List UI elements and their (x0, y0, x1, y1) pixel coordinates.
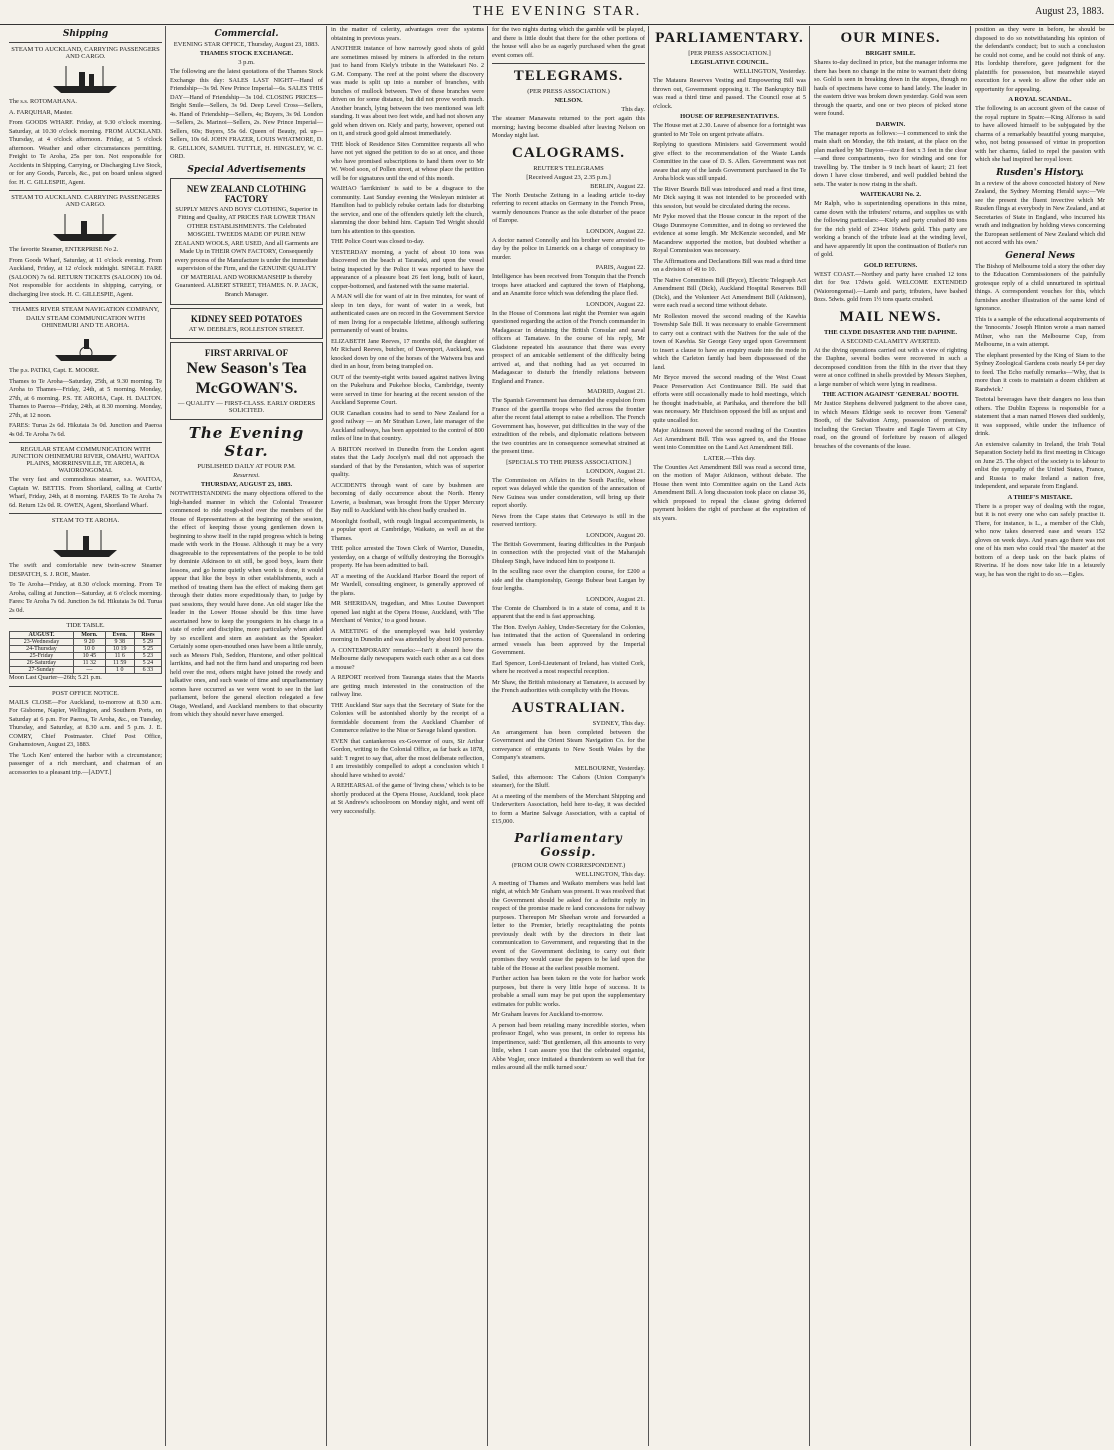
received-note: [Received August 23, 2.35 p.m.] (526, 173, 611, 181)
news-paragraph: Mr Shaw, the British missionary at Tamatave, is accused by the French authorities with complicity with the Hovas. (492, 678, 645, 694)
news-paragraph: THE police arrested the Town Clerk of Warrior, Dunedin, yesterday, on a charge of wilfully destroying the Borough's property. He has been admitted to bail. (331, 545, 484, 569)
subheading: HOUSE OF REPRESENTATIVES. (680, 113, 779, 120)
general-news-heading: General News (1005, 250, 1075, 261)
news-paragraph: Further action has been taken re the vote for harbor work purposes, but there is very little hope of success. It is probable a small sum may be put upon the supplementary estimates for public works. (492, 975, 645, 1008)
ad-title: REGULAR STEAM COMMUNICATION WITH JUNCTION OHINEMURI RIVER, OMAHU, WAITOA PLAINS, MORRINSVILLE, TE AROHA, & WAIORONGOMAI. (11, 446, 160, 474)
ad-title: THAMES RIVER STEAM NAVIGATION COMPANY, (11, 306, 160, 313)
tide-header: Even. (105, 632, 134, 639)
news-paragraph: A person had been retailing many incredible stories, when professor Engel, who was present, in order to repress his impertinence, said: 'But gentlemen, all this amounts to very little, when I can assure you that the celebrated organist, Abbe Vogler, once imitated a thunderstorm so well that for miles around all the milk turned sour.' (492, 1021, 645, 1071)
table-row (10, 660, 162, 667)
news-paragraph: The manager reports as follows:—I commenced to sink the main shaft on Monday, the 6th instant, at the place on the plan marked by Mr Dayton—size 8 feet x 3 feet in the clear—and three compartments, two for winding and one for travelling by. The timber is 9 inch heart of kauri; 21 feet down I have close timbered, and well puddled behind the sets. The water is now rising in the shaft. (814, 129, 967, 188)
section-source: [PER PRESS ASSOCIATION.] (688, 50, 771, 57)
news-paragraph: The Comte de Chambord is in a state of coma, and it is apparent that the end is fast approaching. (492, 604, 645, 620)
dateline: SYDNEY, This day. (592, 719, 645, 727)
tide-title: TIDE TABLE. (66, 622, 105, 629)
news-paragraph: The Affirmations and Declarations Bill was read a third time on a division of 49 to 10. (653, 257, 806, 273)
table-row (10, 639, 162, 646)
editorial-dateline: THURSDAY, AUGUST 23, 1883. (200, 481, 293, 488)
news-paragraph: WAIHAO 'larrikinism' is said to be a disgrace to the community. Last Sunday evening the Wesleyan minister at Hamilton had to publicly rebuke certain lads for disturbing the service, and one of the offenders quietly left the church, slamming the door behind him. Captain Ted Wright should turn his attention to this question. (331, 185, 484, 235)
column-commercial (167, 26, 327, 1446)
news-paragraph: Mr Pyke moved that the House concur in the report of the Otago Dunmoyne Committee, and in doing so reviewed the evidence at some length. Mr McKenzie seconded, and Mr Macandrew supported the motion, but doubted whether a Royal Commission was necessary. (653, 213, 806, 254)
ship-name: The s.s. ROTOMAHANA. (9, 98, 77, 105)
exchange-time: 3 p.m. (238, 59, 255, 66)
tide-cell: 9 20 (73, 639, 105, 646)
news-paragraph: Moonlight football, with rough lingual accompaniments, is a popular sport at Cambridge, Waikato, as well as at the Thames. (331, 517, 484, 542)
ship-name: The swift and comfortable new twin-screw Steamer DESPATCH, S. J. ROE, Master. (9, 562, 162, 578)
dateline: NELSON. (554, 97, 583, 104)
subheading: DARWIN. (875, 120, 906, 128)
steamship-icon (51, 210, 121, 244)
ad-body: — QUALITY — FIRST-CLASS. EARLY ORDERS SOLICITED. (177, 400, 316, 414)
news-paragraph: This is a sample of the educational acquirements of the 'Innocents.' Joseph Hinton wrote a man named Milner, who ran the Melbourne Cup, from Melbourne, in a vain attempt. (975, 315, 1105, 348)
news-paragraph: WEST COAST.—Northey and party have crushed 12 tons dirt for 9oz 17dwts gold. WELCOME EXTENDED (Waiorongomai).—Lamb and party, tributers, have bashed 8ozs. 5dwts. gold from 1½ tons quartz crushed. (814, 270, 967, 303)
section-source: (PER PRESS ASSOCIATION.) (527, 88, 610, 95)
news-paragraph: The following is an account given of the cause of the royal rupture in Spain:—King Alfonso is said to have allowed himself to be subjugated by the charms of a remarkably beautiful young marquise, who, not being possessed of virtue in proportion with her charms, failed to repel the passion with which she had inspired her royal lover. (975, 105, 1105, 163)
publication-note: PUBLISHED DAILY AT FOUR P.M. (197, 463, 296, 470)
news-paragraph: The Native Committees Bill (Bryce), Electric Telegraph Act Amendment Bill (Dick), Auckland Hospital Reserves Bill (Dick), and the Volunteer Act Amendment Bill (Atkinson), were each read a second time without debate. (653, 276, 806, 309)
news-paragraph: In the sculling race over the champion course, for £200 a side and the championship, George Bubear beat Largan by four lengths. (492, 568, 645, 592)
tide-header: Morn. (73, 632, 105, 639)
tide-cell: 5 29 (134, 639, 161, 646)
news-paragraph: At a meeting of the members of the Merchant Shipping and Underwriters Association, held here to-day, it was decided to form a Marine Salvage Association, with a capital of £15,000. (492, 792, 645, 825)
subheading: LEGISLATIVE COUNCIL. (690, 59, 769, 66)
motto: Resurrexi. (233, 472, 260, 479)
rusden-heading: Rusden's History. (996, 167, 1084, 178)
calograms-heading: CALOGRAMS. (512, 144, 625, 161)
tide-cell: 5 25 (134, 646, 161, 653)
moon-note: Moon Last Quarter—26th; 5.21 p.m. (9, 674, 102, 681)
column-shipping (6, 26, 166, 1446)
dateline: MELBOURNE, Yesterday. (574, 764, 645, 772)
column-mines (811, 26, 971, 1446)
tide-cell: 11 6 (105, 653, 134, 660)
ad-body: Thames to Te Aroha—Saturday, 25th, at 9.30 morning. Te Aroha to Thames—Friday, 24th, at 5 morning. Monday, 27th, at 6 morning. P.S. TE AROHA, Capt. H. DALTON. Thames to Paeroa—Friday, 24th, at 8.30 morning. Monday, 27th, at 12 noon. (9, 377, 162, 419)
tide-cell: 11 59 (105, 660, 134, 667)
divider (9, 618, 162, 619)
tide-cell: 5 24 (134, 660, 161, 667)
news-paragraph: OUT of the twenty-eight writs issued against natives living on the Pukehura and Pukehoe blocks, Cambridge, twenty were served in time for hearing at the recent session of the Auckland Supreme Court. (331, 373, 484, 406)
news-paragraph: in the matter of celerity, advantages over the systems obtaining in previous years. (331, 26, 484, 42)
table-row (10, 646, 162, 653)
news-paragraph: position as they were in before, he should be disposed to do so notwithstanding his opinion of the defendant's conduct; but to such a conclusion he could not come, and he could not think of any. His lordship therefore, gave judgment for the plaintiffs for possession, but meanwhile stayed execution for a week to allow the other side an opportunity for appealing. (975, 26, 1105, 93)
dateline: PARIS, August 22. (595, 264, 645, 271)
dateline: BERLIN, August 22. (590, 182, 645, 190)
column-parliamentary (650, 26, 810, 1446)
news-paragraph: There is a proper way of dealing with the rogue, but it is not every one who can safely practise it. There, for instance, is L., a member of the Club, who now takes deserved ease and wears 152 gloves on week days. And years ago there was not one of his men who could rival 'the master' at the bottom of a deep task on the back plains of Riverina. If he does now take life in a leisurely way, he has won the right to do so.—Egles. (975, 502, 1105, 578)
news-paragraph: Earl Spencer, Lord-Lieutenant of Ireland, has visited Cork, where he received a most respectful reception. (492, 659, 645, 675)
news-paragraph: A REHEARSAL of the game of 'living chess,' which is to be shortly produced at the Opera House, Auckland, took place at St Andrew's schoolroom on Monday night, and went off very successfully. (331, 782, 484, 815)
subheading: WAITEKAURI No. 2. (859, 191, 922, 198)
parliamentary-heading: PARLIAMENTARY. (655, 30, 804, 46)
tide-cell: 5 23 (134, 653, 161, 660)
subheading: THE ACTION AGAINST 'GENERAL' BOOTH. (822, 391, 959, 398)
masthead (0, 0, 1114, 25)
dateline: LONDON, August 21. (586, 467, 645, 475)
news-paragraph: Teetotal beverages have their dangers no less than others. The Dublin Express is responsible for a statement that a man named Howes died suddenly, it was supposed, while under the influence of drink. (975, 396, 1105, 437)
news-paragraph: AT a meeting of the Auckland Harbor Board the report of Mr Wardell, consulting engineer, is generally approved of the plans. (331, 572, 484, 597)
news-paragraph: ACCIDENTS through want of care by bushmen are becoming of daily occurrence about the North. Henry Lowrie, a bushman, was brought from the Upper Mercury Bay mill to Auckland with his chest badly crushed in. (331, 481, 484, 514)
news-paragraph: In the House of Commons last night the Premier was again questioned regarding the action of the French commander in Madagascar in detaining the British Consular and naval officers at Tamatave. In the course of his reply, Mr Gladstone repeated his assurance that there was every prospect of an amicable settlement of the difficulty being arrived at, and that nothing had as yet occurred in Madagascar to disturb the friendly relations between England and France. (492, 309, 645, 385)
news-paragraph: Intelligence has been received from Tonquin that the French troops have attacked and captured the town of Haiphong, and an Anamite force which was defending the place fled. (492, 273, 645, 297)
ad-body: AT W. DEEBLE'S, ROLLESTON STREET. (188, 326, 305, 333)
divider (9, 513, 162, 514)
divider (9, 686, 162, 687)
news-paragraph: A REPORT received from Tauranga states that the Maoris are getting much interested in the construction of the railway line. (331, 674, 484, 698)
tea-ad (170, 342, 323, 420)
news-paragraph: YESTERDAY morning, a yacht of about 10 tons was discovered on the beach at Taranaki, and upon the vessel being inspected by the Police it was reported to have the appearance of a pleasure boat 26 feet long, built of kauri, copper-bottomed, and fastened with the same material. (331, 248, 484, 290)
news-paragraph: ELIZABETH Jane Reeves, 17 months old, the daughter of Mr Richard Reeves, butcher, of Davenport, Auckland, was knocked down by one of the horses of the Waiwera bus and died in an hour, from being trampled on. (331, 337, 484, 370)
column-local-news (328, 26, 488, 1446)
news-paragraph: OUR Canadian cousins had to send to New Zealand for a good railway — an Mr Strathan Lowe, late manager of the Auckland railways, has been appointed to the control of 800 miles of line in that country. (331, 409, 484, 442)
subheading: GOLD RETURNS. (863, 261, 918, 269)
stock-quotations: The following are the latest quotations of the Thames Stock Exchange this day: SALES LAST NIGHT—Hand of Friendship—3s 9d. New Prince Imperial—6s. SALES THIS DAY—Hand of Friendship—3s 10d. CLOSING PRICES—Bright Smile—Sellers, 3s 9d. Deep Level Cross—Sellers, 4s. Hand of Friendship—Sellers, 4s; Buyers, 3s 9d. London—Sellers, 2s. Marinoi—Sellers, 2s. New Prince Imperial—Sellers, 60s; Buyers, 55s 6d. Queen of Beauty, pd. up—Sellers, 10s 6d. JOHN FRAZER, LOUIS WHATMORE, D. R. GELLION, SAMUEL TUTTLE, H. HINGSLEY, W. C. ORD. (170, 68, 323, 160)
dateline: LONDON, August 21. (586, 595, 645, 603)
telegrams-heading: TELEGRAMS. (513, 68, 624, 84)
news-paragraph: EVEN that cantankerous ex-Governor of ours, Sir Arthur Gordon, writing to the Colonial Office, as far back as 1878, said: 'I regret to say that, after the most deliberate reflection, I am irresistibly compelled to adopt a conclusion which I should have wished to avoid.' (331, 737, 484, 779)
tide-cell: 10 19 (105, 646, 134, 653)
ad-body: From Goods Wharf, Saturday, at 11 o'clock evening. From Auckland, Friday, at 12 o'clock midnight. SINGLE FARE (SALOON) 7s 6d. RETURN TICKETS (SALOON) 10s 0d. Not responsible for accidents in shipping, carrying, or discharging live stock. H. C. GILLESPIE, Agent. (9, 256, 162, 298)
news-paragraph: The Commission on Affairs in the South Pacific, whose report was delayed while the question of the annexation of New Guinea was under consideration, will bring up their report shortly. (492, 476, 645, 509)
tide-cell: — (73, 667, 105, 674)
news-paragraph: ANOTHER instance of how narrowly good shots of gold are sometimes missed by miners is afforded in the return just to hand from Kiely's tribute in the Waitekauri No. 2 G.M. Company. The reef at the point where the discovery was made is split up into a number of branches, with bunches of mullock between. Two of these branches were driven on for some distance, but did not prove worth much. Another branch, lying between the two mentioned was left standing. It was about two feet wide, and had not shown any gold when driven on. Kiely and party, however, opened out on it, and struck good gold almost immediately. (331, 45, 484, 137)
tide-header: AUGUST. (10, 632, 74, 639)
divider (9, 42, 162, 43)
news-paragraph: MR SHERIDAN, tragedian, and Miss Louise Davenport opened last night at the Opera House, Auckland, with 'The Merchant of Venice,' to a good house. (331, 600, 484, 624)
news-paragraph: Mr Justice Stephens delivered judgment to the above case, in which Messrs Eldrige seek to recover from 'General' Booth, of the Salvation Army, possession of premises, including the Grecian Theatre and Eagle Tavern at City road, on the ground of forfeiture by reason of alleged breaches of the covenants of the lease. (814, 400, 967, 450)
news-paragraph: An arrangement has been completed between the Government and the Orient Steam Navigation Co. for the conveyance of emigrants to New South Wales by the Company's steamers. (492, 728, 645, 761)
footer-ad: The 'Loch Ken' entered the harbor with a circumstance; passenger of a rich merchant, and chairman of an accessories to a pleasant trip.—[ADVT.] (9, 751, 162, 776)
ad-headline: FIRST ARRIVAL OF (204, 348, 289, 358)
ad-headline: KIDNEY SEED POTATOES (190, 314, 303, 324)
news-paragraph: Mr Bryce moved the second reading of the West Coast Peace Preservation Act Continuance Bill. He said that efforts were still occasionally made to hold meetings, which he thought inadvisable, at Parihaka, and therefore the bill was necessary. Mr Hutchison opposed the bill as unjust and quite uncalled for. (653, 374, 806, 424)
tide-cell: 23-Wednesday (10, 639, 74, 646)
subheading: A THIEF'S MISTAKE. (1007, 493, 1073, 501)
news-paragraph: The British Government, fearing difficulties in the Punjaub in connection with the projected visit of the Maharajah Dhuleep Singh, have induced him to postpone it. (492, 540, 645, 565)
news-paragraph: The elephant presented by the King of Siam to the Sydney Zoological Gardens costs nearly £4 per day to feed. The Echo ruefully remarks—'Why, that is more than it costs to maintain a dozen children at Randwick.' (975, 351, 1105, 393)
ad-subtitle: DAILY STEAM COMMUNICATION WITH OHINEMURI AND TE AROHA. (25, 315, 146, 329)
tide-cell: 10 0 (73, 646, 105, 653)
commercial-heading: Commercial. (214, 29, 279, 39)
news-paragraph: The River Boards Bill was introduced and read a first time, Mr Dick saying it was not intended to be proceeded with this session, but would be circulated during the recess. (653, 185, 806, 210)
news-paragraph: The Hon. Evelyn Ashley, Under-Secretary for the Colonies, has intimated that the action of Queensland in ordering armed vessels has been approved by the Imperial Government. (492, 623, 645, 656)
dateline: WELLINGTON, This day. (575, 870, 645, 878)
specials-note: [SPECIALS TO THE PRESS ASSOCIATION.] (506, 458, 631, 466)
mines-heading: OUR MINES. (840, 30, 941, 46)
tide-table (9, 631, 162, 674)
dateline: LONDON, August 22. (586, 227, 645, 235)
subheading: THE CLYDE DISASTER AND THE DAPHNE. (824, 328, 957, 336)
dateline: LATER.—This day. (703, 454, 756, 462)
tide-cell: 9 38 (105, 639, 134, 646)
news-paragraph: The North Deutsche Zeitung in a leading article to-day referring to recent attacks on Germany in the French Press, warmly denounces France as the sole disturber of the peace of Europe. (492, 191, 645, 224)
section-source: REUTER'S TELEGRAMS (533, 164, 604, 172)
news-paragraph: The Counties Act Amendment Bill was read a second time, on the motion of Major Atkinson, without debate. The House then went into Committee again on the Land Acts Amendment Bill. A long discussion took place on clause 36, which proposed to repeal the clause giving deferred payment holders the right of purchase at the expiration of six years. (653, 463, 806, 522)
newspaper-title: THE EVENING STAR. (472, 4, 642, 19)
news-paragraph: A CONTEMPORARY remarks:—Isn't it absurd how the Melbourne daily newspapers watch each other as a cat does a mouse? (331, 646, 484, 671)
divider (492, 63, 645, 64)
news-paragraph: for the two nights during which the gamble will be played, and there is little doubt that there for the other portions of the house will also be as eagerly purchased when the great event comes off. (492, 26, 645, 59)
tide-cell: 1 0 (105, 667, 134, 674)
mail-news-heading: MAIL NEWS. (839, 308, 942, 325)
column-general-news (972, 26, 1108, 1446)
subheading: A SECOND CALAMITY AVERTED. (840, 337, 941, 345)
tide-cell: 26-Saturday (10, 660, 74, 667)
gossip-heading: Parliamentary Gossip. (514, 830, 623, 859)
news-paragraph: The House met at 2.30. Leave of absence for a fortnight was granted to Mr Tole on urgent private affairs. (653, 122, 806, 138)
news-paragraph: A BRITON received in Dunedin from the London agent states that the Lady Jocelyn's mail did not approach the standard of that by the Fenstanton, which was of superior quality. (331, 445, 484, 478)
tide-cell: 27-Sunday (10, 667, 74, 674)
news-paragraph: The Bishop of Melbourne told a story the other day to the Education Commissioners of the painfully grotesque reply of a child unnurtured in spiritual things. A correspondent vouches for this, which furnishes another illustration of the same kind of ignorance. (975, 262, 1105, 312)
section-source: (FROM OUR OWN CORRESPONDENT.) (511, 861, 626, 869)
news-paragraph: A doctor named Connolly and his brother were arrested to-day by the police in Limerick on a charge of conspiracy to murder. (492, 236, 645, 261)
divider (9, 302, 162, 303)
special-ads-heading: Special Advertisements (187, 164, 306, 175)
tide-header: Rises (134, 632, 161, 639)
tide-cell: 25-Friday (10, 653, 74, 660)
ad-title: STEAM TO AUCKLAND. CARRYING PASSENGERS AND CARGO. (11, 194, 160, 208)
editorial-body: NOTWITHSTANDING the many objections offered to the high-handed manner in which the Colonial Treasurer commenced to ride rough-shod over the members of the House of Representatives at the beginning of the session, the effect of keeping those young gentlemen down is beginning to show itself in the rapid progress which is being made with work in the House. Although it may be a very disagreeable to the representatives of the people to be told by dominie Atkinson to sit still, be good boys, learn their lessons, and go home quietly when work is done, it would appear that like the boys in other establishments, such a method of treating them has the effect of making them get through their duties more expeditiously than, to judge by past sessions, they would have done. An old stager like the leader in the Lower House should be this time have ascertained how to keep the youngsters in his charge in a state of order and discipline, more particularly when aided by so excellent and stern an assistant as the Speaker. Certainly some open-mouthed ones have been a little unruly, such as Messrs Fish, Seddon, Hurstone, and other political larrikins, and had not the firm hand and unsparing rod been held over the rest, others might have joined the rowdy and talkative ones, and such waste of time and unparliamentary scenes have occurred as we were wont to see in the last parliament, before the general election relegated a few Otago, Westland, and Auckland members to that obscurity from which they should never have emerged. (170, 490, 323, 718)
issue-date: August 23, 1883. (1035, 6, 1104, 17)
ad-advertiser: McGOWAN'S. (195, 380, 298, 397)
subheading: A ROYAL SCANDAL. (1008, 96, 1072, 103)
columns (6, 26, 1108, 1446)
news-paragraph: Mr Rolleston moved the second reading of the Kawhia Township Sale Bill. It was necessary to enable Government to carry out a contract with the Natives for the sale of the town of Kawhia. Sir George Grey urged upon Government to insert a clause to have an enquiry made into the mode in which the Carleton family had been dispossessed of the land. (653, 312, 806, 371)
ad-headline-tea: New Season's Tea (186, 360, 307, 377)
news-paragraph: Mr Ralph, who is superintending operations in this mine, came down with the tributers' returns, and supplies us with the following particulars:—Kiely and party crushed 80 tons for the rich yield of 234oz 16dwts gold. This party are working a branch of the tribute lead at the winding level, and have apparently lit upon the continuation of Butler's run of gold. (814, 200, 967, 258)
tide-cell: 11 32 (73, 660, 105, 667)
dateline: This day. (621, 106, 645, 113)
news-paragraph: THE Police Court was closed to-day. (331, 238, 425, 245)
column-telegrams (489, 26, 649, 1446)
potatoes-ad (170, 308, 323, 339)
news-paragraph: In a review of the above concocted history of New Zealand, the Sydney Morning Herald says:—'We see the present the fluent invective which Mr Rusden flings at everybody in New Zealand, and at Secretaries of State in England, who incurred his wrath and indignation by holding views concerning the European settlement of New Zealand which did not accord with his own.' (975, 179, 1105, 246)
table-row (10, 653, 162, 660)
dateline: WELLINGTON, Yesterday. (733, 68, 806, 75)
dateline: LONDON, August 22. (586, 300, 645, 308)
dateline: LONDON, August 20. (586, 531, 645, 539)
exchange-heading: THAMES STOCK EXCHANGE. (199, 50, 294, 57)
news-paragraph: The Mataura Reserves Vesting and Empowering Bill was thrown out, Government opposing it. The Bankruptcy Bill was read a third time and passed. The Council rose at 5 o'clock. (653, 77, 806, 110)
fares: FARES: Turua 2s 6d. Hikutaia 3s 0d. Junction and Paeroa 4s 0d. Te Aroha 7s 6d. (9, 422, 162, 438)
editorial-masthead: The Evening Star. (188, 424, 305, 460)
news-paragraph: News from the Cape states that Cetewayo is still in the reserved territory. (492, 512, 645, 528)
tide-cell: 6 33 (134, 667, 161, 674)
ad-title: STEAM TO AUCKLAND, CARRYING PASSENGERS AND CARGO. (11, 46, 160, 60)
news-paragraph: The steamer Manawatu returned to the port again this morning; having become disabled after leaving Nelson on Monday night last. (492, 115, 645, 139)
divider (9, 442, 162, 443)
ship-name: The p.s. PATIKI, Capt. E. MOORE. (9, 367, 100, 374)
australian-heading: AUSTRALIAN. (511, 699, 626, 716)
paddle-steamer-icon (51, 331, 121, 365)
news-paragraph: Major Atkinson moved the second reading of the Counties Act Amendment Bill. This was agreed to, and the House went into Committee on the Land Act Amendment Bill. (653, 427, 806, 451)
post-office-body: MAILS CLOSE—For Auckland, to-morrow at 8.30 a.m. For Gisborne, Napier, Wellington, and Southern Ports, on Saturday at 6 p.m. For Paeroa, Te Aroha, &c., on Tuesday, Thursday, and Saturday, at 8.30 a.m. and 5 p.m. J. E. COMRY, Chief Postmaster. Chief Post Office, Grahamstown, August 23, 1883. (9, 698, 162, 748)
news-paragraph: THE Auckland Star says that the Secretary of State for the Colonies will be astonished shortly by the receipt of a formidable document from the Auckland Chamber of Commerce relative to the Niue or Savage Island question. (331, 701, 484, 734)
steamship-icon (51, 62, 121, 96)
ad-body: The very fast and commodious steamer, s.s. WAITOA, Captain W. BETTIS. From Shortland, calling at Curtis' Wharf, Friday, 24th, at 8 morning. FARES To Te Aroha 7s 6d. Return 12s 0d. R. OWEN, Agent, Shortland Wharf. (9, 476, 162, 509)
news-paragraph: At the diving operations carried out with a view of righting the Daphne, several bodies were recovered in such a decomposed condition from the filth in the river that they were at once coffined in shells provided by Messrs Stephen, a large number of which were lying in readiness. (814, 346, 967, 388)
news-paragraph: Sailed, this afternoon: The Cahors (Union Company's steamer), for the Bluff. (492, 773, 645, 789)
news-paragraph: Replying to questions Ministers said Government would give effect to the recommendation of the Waste Lands Committee in the case of D. S. Allen. Government was not aware that any of the lands Government purchased in the Te Aroha block was still unpaid. (653, 141, 806, 182)
ad-body: To Te Aroha—Friday, at 8.30 o'clock morning. From Te Aroha, calling at Junction—Saturday, at 6 o'clock morning. Fares: Te Aroha 7s 6d. Junction 3s 6d. Hikutaia 3s 0d. Turua 2s 0d. (9, 581, 162, 614)
tide-cell: 10 45 (73, 653, 105, 660)
news-paragraph: Shares to-day declined in price, but the manager informs me there has been no change in the mine to warrant their doing so. Gold is seen in breaking down in the stopes, though no hauls of specimens have come to hand lately. The leader in the eastern drive was broken down yesterday. Gold was seen through the quartz, and one or two pieces of picked stone were found. (814, 59, 967, 117)
news-paragraph: A meeting of Thames and Waikato members was held last night, at which Mr Graham was present. It was resolved that the Government should be asked for a definite reply in respect of the promise made re land concessions for railway purposes. Thereupon Mr Sheehan wrote and forwarded a letter to the Premier, briefly recapitulating the points previously dealt with by the directors in their last communication to Government, and requesting that in the event of the Government declining to carry out their promises they would cause the papers to be laid upon the table of the House at the earliest possible moment. (492, 879, 645, 972)
news-paragraph: The Spanish Government has demanded the expulsion from France of the guerilla troops who fled across the frontier after the recent fatal attempt to raise a rebellion. The French Government has, however, put difficulties in the way of the extradition of the rebels, and diplomatic relations between the two countries are in consequence somewhat strained at the present time. (492, 397, 645, 455)
post-office-title: POST OFFICE NOTICE. (52, 689, 119, 697)
clothing-factory-ad (170, 178, 323, 306)
news-paragraph: An extensive calamity in Ireland, the Irish Total Separation Society held its first meeting in Chicago on June 25. The object of the society is to labour to enlist the sympathy of the United States, France, and Russia to make Ireland a nation free, independent, and separate from England. (975, 440, 1105, 490)
ad-body: SUPPLY MEN'S AND BOYS' CLOTHING, Superior in Fitting and Quality, AT PRICES FAR LOWER THAN OTHER ESTABLISHMENTS. The Celebrated MOSGIEL TWEEDS MADE OF PURE NEW ZEALAND WOOLS, ARE USED, And all Garments are Made Up in THEIR OWN FACTORY, Consequently every process of the Manufacture is under the immediate supervision of the Firm, and the GENUINE QUALITY OF MATERIAL AND WORKMANSHIP Is thereby Guaranteed. ALBERT STREET, THAMES. N. P. JACK, Branch Manager. (174, 205, 319, 298)
steamship-icon (51, 526, 121, 560)
ad-title: STEAM TO TE AROHA. (51, 517, 120, 524)
news-paragraph: A MEETING of the unemployed was held yesterday morning in Dunedin and was attended by about 100 persons. (331, 627, 484, 643)
divider (9, 190, 162, 191)
ship-name: The favorite Steamer, ENTERPRISE No 2. (9, 246, 119, 253)
dateline: MADRID, August 21. (587, 388, 645, 395)
news-paragraph: THE block of Residence Sites Committee requests all who have not yet signed the petition to do so at once, and those who have promised subscriptions to hand them over to Mr W. Wood soon, of Pollen street, at whose place the petition will be for signatures until the end of this month. (331, 140, 484, 182)
shipping-heading: Shipping (62, 29, 109, 39)
table-row (10, 667, 162, 674)
ship-master: A. FARQUHAR, Master. (9, 108, 73, 116)
subheading: BRIGHT SMILE. (865, 50, 916, 57)
news-paragraph: Mr Graham leaves for Auckland to-morrow. (492, 1011, 604, 1018)
ad-headline: NEW ZEALAND CLOTHING FACTORY (186, 183, 307, 204)
ad-body: From GOODS WHARF. Friday, at 9.30 o'clock morning. Saturday, at 10.30 o'clock morning. FROM AUCKLAND. Thursday, at 4 o'clock afternoon. Friday, at 5 o'clock afternoon. Weather and other circumstances permitting. Freight to Te Aroha, 25s per ton. Not responsible for Accidents in Shipping, Carrying, or Discharging Live Stock, or for any Goods, Parcels, &c., put on board unless signed for. H. C. GILLESPIE, Agent. (9, 119, 162, 186)
tide-cell: 24-Thursday (10, 646, 74, 653)
news-paragraph: A MAN will die for want of air in five minutes, for want of sleep in ten days, for want of water in a week, but authenticated cases are on record in the Government Service of men living for a respectable lifetime, although suffering permanently of want of brains. (331, 293, 484, 334)
office-line: EVENING STAR OFFICE, Thursday, August 23, 1883. (173, 41, 320, 48)
